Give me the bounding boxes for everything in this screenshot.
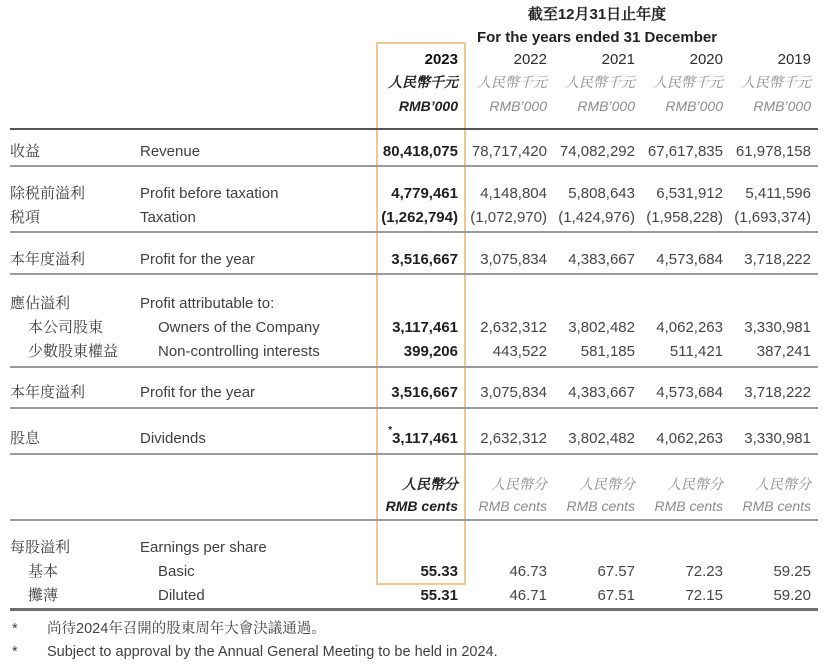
value-2022: 4,148,804 xyxy=(480,185,547,202)
value-2019: 59.25 xyxy=(773,563,811,580)
dividends-2023-value: 3,117,461 xyxy=(392,430,458,447)
row-label-cn: 本年度溢利 xyxy=(10,384,86,401)
cents-header-2022 xyxy=(466,473,554,517)
table-column-headers xyxy=(10,50,818,130)
value-2022: (1,072,970) xyxy=(470,209,547,226)
unit-label-cn: 人民幣千元 xyxy=(477,74,547,90)
table-title xyxy=(372,4,822,48)
value-2019: 3,718,222 xyxy=(744,384,811,401)
footnote-text-en: Subject to approval by the Annual General Meeting to be held in 2024. xyxy=(47,644,498,660)
row-label-en: Taxation xyxy=(140,209,196,226)
row-label-en: Basic xyxy=(158,563,195,580)
row-label-cn: 本公司股東 xyxy=(28,319,104,336)
row-label-en: Dividends xyxy=(140,430,206,447)
year-label: 2021 xyxy=(601,51,635,68)
unit-label-en: RMB cents xyxy=(385,498,458,514)
group-cents-header xyxy=(10,455,818,521)
row-label-cn: 本年度溢利 xyxy=(10,251,86,268)
row-label-en: Revenue xyxy=(140,143,201,160)
table-row-owners xyxy=(10,318,818,338)
value-2022: 46.73 xyxy=(509,563,547,580)
value-2020: 4,573,684 xyxy=(656,384,723,401)
year-label: 2022 xyxy=(513,51,547,68)
column-header-2019 xyxy=(730,50,818,118)
value-2023: 3,117,461 xyxy=(392,319,458,336)
group-dividends xyxy=(10,409,818,455)
unit-label-cn: 人民幣分 xyxy=(579,476,635,492)
value-2022: 3,075,834 xyxy=(480,251,547,268)
row-label-en: Owners of the Company xyxy=(158,319,320,336)
unit-label-cn: 人民幣千元 xyxy=(388,74,458,90)
table-row-taxation xyxy=(10,208,818,228)
value-2021: 67.57 xyxy=(597,563,635,580)
row-label-cn: 每股溢利 xyxy=(10,539,71,556)
row-label-en: Profit attributable to: xyxy=(140,295,275,312)
footnote-marker: * xyxy=(388,425,393,436)
column-header-2023 xyxy=(376,50,466,118)
value-2022: 46.71 xyxy=(509,587,547,604)
unit-label-en: RMB’000 xyxy=(398,98,458,114)
year-label: 2020 xyxy=(689,51,723,68)
cents-header-2020 xyxy=(642,473,730,517)
value-2023: (1,262,794) xyxy=(381,209,458,226)
table-row-revenue xyxy=(10,142,818,162)
unit-label-cn: 人民幣千元 xyxy=(653,74,723,90)
unit-label-cn: 人民幣千元 xyxy=(565,74,635,90)
value-2019: 61,978,158 xyxy=(735,143,811,160)
value-2020: 4,573,684 xyxy=(656,251,723,268)
value-2022: 2,632,312 xyxy=(480,319,547,336)
unit-label-en: RMB’000 xyxy=(577,98,635,114)
value-2020: 6,531,912 xyxy=(656,185,723,202)
row-label-en: Non-controlling interests xyxy=(158,343,320,360)
row-label-cn: 税項 xyxy=(10,209,41,226)
footnote-cn xyxy=(12,618,812,641)
table-title-en: For the years ended 31 December xyxy=(476,29,718,46)
value-2020: 67,617,835 xyxy=(647,143,723,160)
row-label-en: Earnings per share xyxy=(140,539,267,556)
table-row-diluted xyxy=(10,586,818,606)
value-2021: 3,802,482 xyxy=(568,430,635,447)
value-2019: 59.20 xyxy=(773,587,811,604)
unit-label-en: RMB’000 xyxy=(665,98,723,114)
cents-header-2019 xyxy=(730,473,818,517)
unit-label-cn: 人民幣千元 xyxy=(741,74,811,90)
footnote-marker: * xyxy=(12,644,18,660)
row-label-cn: 應佔溢利 xyxy=(10,295,71,312)
value-2021: 4,383,667 xyxy=(568,384,635,401)
value-2019: 5,411,596 xyxy=(745,185,811,202)
column-header-2020 xyxy=(642,50,730,118)
value-2020: (1,958,228) xyxy=(646,209,723,226)
unit-label-en: RMB’000 xyxy=(489,98,547,114)
value-2023 xyxy=(376,425,466,449)
table-row-profit-before-taxation xyxy=(10,184,818,204)
value-2023: 3,516,667 xyxy=(391,384,458,401)
value-2021: 581,185 xyxy=(580,343,635,360)
row-label-en: Diluted xyxy=(158,587,205,604)
column-header-2022 xyxy=(466,50,554,118)
unit-label-en: RMB cents xyxy=(742,498,811,514)
row-label-cn: 攤薄 xyxy=(28,587,59,604)
unit-label-en: RMB cents xyxy=(566,498,635,514)
footnotes xyxy=(12,618,812,664)
value-2019: 3,330,981 xyxy=(744,430,811,447)
footnote-marker: * xyxy=(12,621,18,637)
value-2023: 55.31 xyxy=(420,587,458,604)
year-label: 2019 xyxy=(777,51,811,68)
value-2023: 3,516,667 xyxy=(391,251,458,268)
unit-label-cn: 人民幣分 xyxy=(491,476,547,492)
cents-header-2021 xyxy=(554,473,642,517)
value-2023: 80,418,075 xyxy=(382,143,458,160)
value-2020: 72.15 xyxy=(685,587,723,604)
value-2021: 5,808,643 xyxy=(568,185,635,202)
group-revenue xyxy=(10,130,818,167)
table-row-basic xyxy=(10,562,818,582)
unit-label-cn: 人民幣分 xyxy=(667,476,723,492)
unit-label-en: RMB cents xyxy=(478,498,547,514)
financial-summary-table xyxy=(10,50,818,611)
value-2022: 3,075,834 xyxy=(480,384,547,401)
value-2022: 2,632,312 xyxy=(480,430,547,447)
group-profit-attributable xyxy=(10,275,818,368)
row-label-cn: 股息 xyxy=(10,430,41,447)
group-earnings-per-share xyxy=(10,521,818,611)
group-profit-for-year-total xyxy=(10,368,818,409)
row-label-en: Profit for the year xyxy=(140,384,256,401)
row-label-cn: 基本 xyxy=(28,563,59,580)
row-label-cn: 少數股東權益 xyxy=(28,343,119,360)
table-row-non-controlling xyxy=(10,342,818,362)
value-2023: 399,206 xyxy=(403,343,458,360)
row-label-cn: 收益 xyxy=(10,143,41,160)
value-2019: 3,718,222 xyxy=(744,251,811,268)
row-label-en: Profit for the year xyxy=(140,251,256,268)
table-row-dividends xyxy=(10,425,818,449)
value-2020: 4,062,263 xyxy=(656,430,723,447)
row-label-cn: 除税前溢利 xyxy=(10,185,86,202)
value-2021: (1,424,976) xyxy=(558,209,635,226)
value-2021: 4,383,667 xyxy=(568,251,635,268)
cents-header-2023 xyxy=(376,473,466,517)
unit-label-cn: 人民幣分 xyxy=(402,476,458,492)
value-2021: 3,802,482 xyxy=(568,319,635,336)
group-taxation xyxy=(10,167,818,233)
table-title-cn: 截至12月31日止年度 xyxy=(527,6,667,23)
unit-label-en: RMB cents xyxy=(654,498,723,514)
unit-label-en: RMB’000 xyxy=(753,98,811,114)
table-row-profit-attributable xyxy=(10,294,818,314)
value-2020: 72.23 xyxy=(685,563,723,580)
group-profit-for-year xyxy=(10,233,818,275)
row-label-en: Profit before taxation xyxy=(140,185,279,202)
table-row-profit-for-year xyxy=(10,250,818,270)
table-row-cents-header xyxy=(10,473,818,517)
value-2022: 443,522 xyxy=(492,343,547,360)
value-2023: 4,779,461 xyxy=(391,185,458,202)
value-2020: 511,421 xyxy=(669,343,723,360)
table-row-profit-for-year-total xyxy=(10,383,818,403)
value-2023: 55.33 xyxy=(420,563,458,580)
value-2020: 4,062,263 xyxy=(656,319,723,336)
footnote-en xyxy=(12,641,812,664)
value-2021: 67.51 xyxy=(597,587,635,604)
value-2021: 74,082,292 xyxy=(559,143,635,160)
year-label: 2023 xyxy=(424,51,458,68)
value-2019: (1,693,374) xyxy=(734,209,811,226)
value-2019: 387,241 xyxy=(756,343,811,360)
table-row-eps xyxy=(10,538,818,558)
value-2022: 78,717,420 xyxy=(471,143,547,160)
value-2019: 3,330,981 xyxy=(744,319,811,336)
unit-label-cn: 人民幣分 xyxy=(755,476,811,492)
column-header-2021 xyxy=(554,50,642,118)
footnote-text-cn: 尚待2024年召開的股東周年大會決議通過。 xyxy=(47,621,326,637)
